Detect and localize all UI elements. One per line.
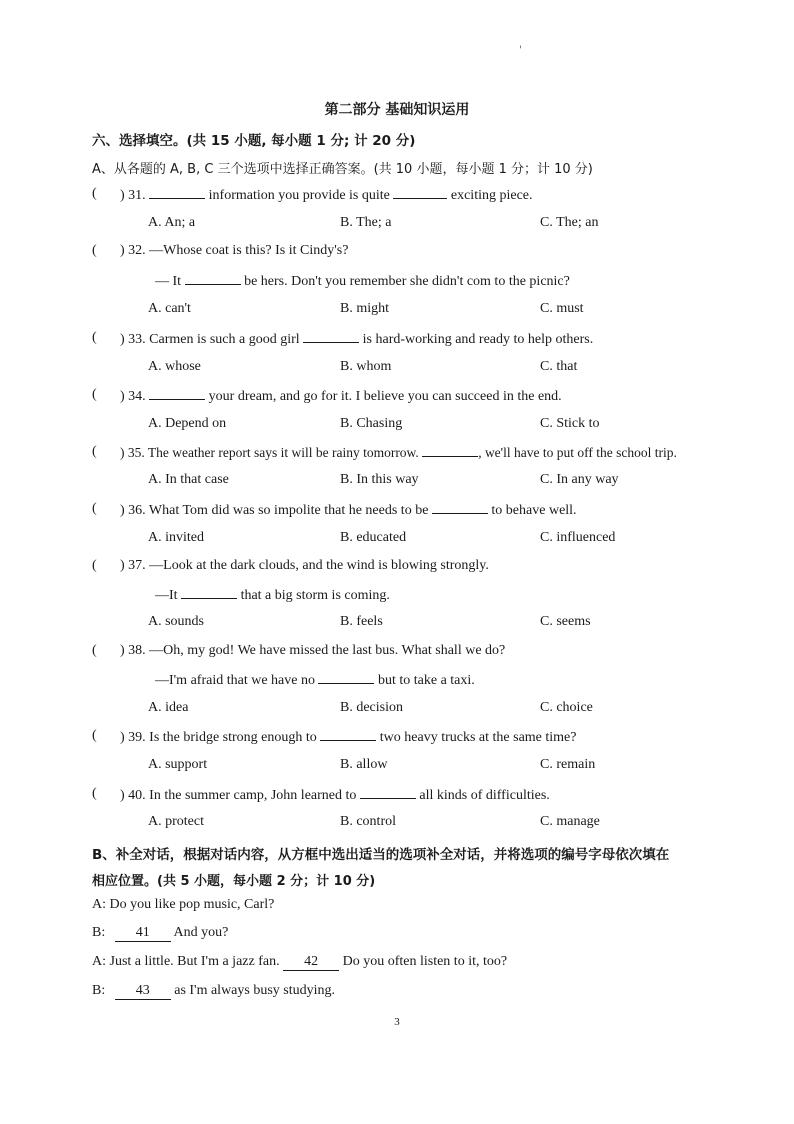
blank (149, 186, 205, 199)
answer-paren: ( (92, 558, 97, 573)
question-35 (120, 444, 677, 461)
question-text: What Tom did was so impolite that he needs to be (148, 503, 432, 518)
option-c: C. Stick to (540, 416, 600, 431)
question-text: that a big storm is coming. (237, 588, 390, 603)
answer-paren: ( (92, 643, 97, 658)
question-text: —Oh, my god! We have missed the last bus. What shall we do? (149, 643, 506, 658)
option-c: C. manage (540, 814, 600, 829)
question-32-continuation (155, 272, 570, 290)
dialogue-line (92, 983, 335, 1000)
question-number: ) 37. (120, 558, 146, 573)
option-b: B. In this way (340, 472, 419, 487)
blank (360, 786, 416, 799)
option-b: B. whom (340, 359, 392, 374)
option-c: C. seems (540, 614, 591, 629)
question-text: —Whose coat is this? Is it Cindy's? (149, 243, 349, 258)
question-36 (120, 501, 577, 519)
option-a: A. sounds (148, 614, 205, 629)
blank (318, 671, 374, 684)
option-a: A. In that case (148, 472, 229, 487)
question-text: , we'll have to put off the school trip. (478, 445, 677, 460)
dialogue-text: Just a little. But I'm a jazz fan. (109, 954, 284, 969)
answer-paren: ( (92, 501, 97, 516)
answer-blank-41: 41 (115, 925, 171, 942)
blank (320, 728, 376, 741)
dialogue-text: Do you often listen to it, too? (339, 954, 508, 969)
question-number: ) 36. (120, 503, 146, 518)
option-a: A. idea (148, 700, 189, 715)
blank (393, 186, 447, 199)
question-text: your dream, and go for it. I believe you can succeed in the end. (205, 389, 562, 404)
option-b: B. The; a (340, 215, 392, 230)
blank (149, 387, 205, 400)
question-39 (120, 728, 576, 746)
option-c: C. The; an (540, 215, 599, 230)
question-text: —It (155, 588, 182, 603)
question-number: ) 31. (120, 188, 146, 203)
speaker: A: (92, 897, 106, 912)
option-a: A. support (148, 757, 208, 772)
option-b: B. control (340, 814, 396, 829)
section-six-heading: 六、选择填空。(共 15 小题, 每小题 1 分; 计 20 分) (92, 133, 416, 149)
option-b: B. feels (340, 614, 383, 629)
question-number: ) 35. (120, 445, 145, 460)
part-a-instructions: A、从各题的 A, B, C 三个选项中选择正确答案。(共 10 小题，每小题 1 分；计 10 分) (92, 162, 593, 177)
dialogue-text: And you? (170, 925, 229, 940)
question-text: all kinds of difficulties. (415, 788, 550, 803)
question-text: —I'm afraid that we have no (155, 673, 319, 688)
option-b: B. Chasing (340, 416, 403, 431)
question-text: — It (155, 274, 185, 289)
dialogue-text: Do you like pop music, Carl? (109, 897, 275, 912)
answer-blank-42: 42 (283, 954, 339, 971)
question-number: ) 40. (120, 788, 146, 803)
option-c: C. influenced (540, 530, 616, 545)
option-a: A. invited (148, 530, 204, 545)
part-b-instructions-line2: 相应位置。(共 5 小题，每小题 2 分；计 10 分) (92, 874, 376, 889)
part-b-instructions-line1: B、补全对话，根据对话内容，从方框中选出适当的选项补全对话，并将选项的编号字母依次填在 (92, 847, 670, 863)
question-33 (120, 330, 593, 348)
question-number: ) 38. (120, 643, 146, 658)
dialogue-line (92, 925, 228, 942)
blank (303, 330, 359, 343)
question-40 (120, 786, 550, 804)
option-b: B. might (340, 301, 390, 316)
question-32 (120, 243, 348, 259)
question-number: ) 33. (120, 332, 146, 347)
answer-paren: ( (92, 243, 97, 258)
blank (432, 501, 488, 514)
question-number: ) 34. (120, 389, 146, 404)
question-text: to behave well. (487, 503, 577, 518)
question-text: be hers. Don't you remember she didn't com to the picnic? (240, 274, 570, 289)
question-text: but to take a taxi. (374, 673, 475, 688)
option-a: A. An; a (148, 215, 196, 230)
option-a: A. protect (148, 814, 204, 829)
question-37 (120, 558, 489, 574)
dialogue-text: as I'm always busy studying. (170, 983, 336, 998)
option-b: B. decision (340, 700, 403, 715)
option-c: C. that (540, 359, 578, 374)
option-c: C. choice (540, 700, 593, 715)
question-text: Is the bridge strong enough to (149, 730, 321, 745)
option-a: A. can't (148, 301, 191, 316)
question-31 (120, 186, 533, 204)
answer-paren: ( (92, 387, 97, 402)
option-b: B. allow (340, 757, 388, 772)
answer-blank-43: 43 (115, 983, 171, 1000)
question-37-continuation (155, 586, 390, 604)
blank (181, 586, 237, 599)
question-38-continuation (155, 671, 475, 689)
question-text: In the summer camp, John learned to (149, 788, 360, 803)
option-a: A. Depend on (148, 416, 227, 431)
question-text: Carmen is such a good girl (149, 332, 304, 347)
question-text: is hard-working and ready to help others. (359, 332, 594, 347)
option-b: B. educated (340, 530, 407, 545)
scan-mark: ' (519, 45, 522, 56)
answer-paren: ( (92, 728, 97, 743)
page-title: 第二部分 基础知识运用 (324, 102, 470, 118)
speaker: B: (92, 983, 106, 998)
blank (185, 272, 241, 285)
blank (422, 444, 478, 457)
answer-paren: ( (92, 786, 97, 801)
question-number: ) 39. (120, 730, 146, 745)
option-c: C. must (540, 301, 584, 316)
question-text: two heavy trucks at the same time? (376, 730, 577, 745)
question-34 (120, 387, 562, 405)
option-c: C. In any way (540, 472, 619, 487)
question-number: ) 32. (120, 243, 146, 258)
speaker: B: (92, 925, 106, 940)
question-text: —Look at the dark clouds, and the wind is blowing strongly. (149, 558, 489, 573)
answer-paren: ( (92, 444, 97, 459)
question-38 (120, 643, 505, 659)
option-a: A. whose (148, 359, 201, 374)
question-text: exciting piece. (447, 188, 533, 203)
answer-paren: ( (92, 186, 97, 201)
page-number: 3 (394, 1016, 400, 1028)
speaker: A: (92, 954, 106, 969)
dialogue-line (92, 897, 274, 913)
answer-paren: ( (92, 330, 97, 345)
question-text: information you provide is quite (205, 188, 394, 203)
question-text: The weather report says it will be rainy tomorrow. (147, 445, 423, 460)
dialogue-line (92, 954, 507, 971)
option-c: C. remain (540, 757, 596, 772)
